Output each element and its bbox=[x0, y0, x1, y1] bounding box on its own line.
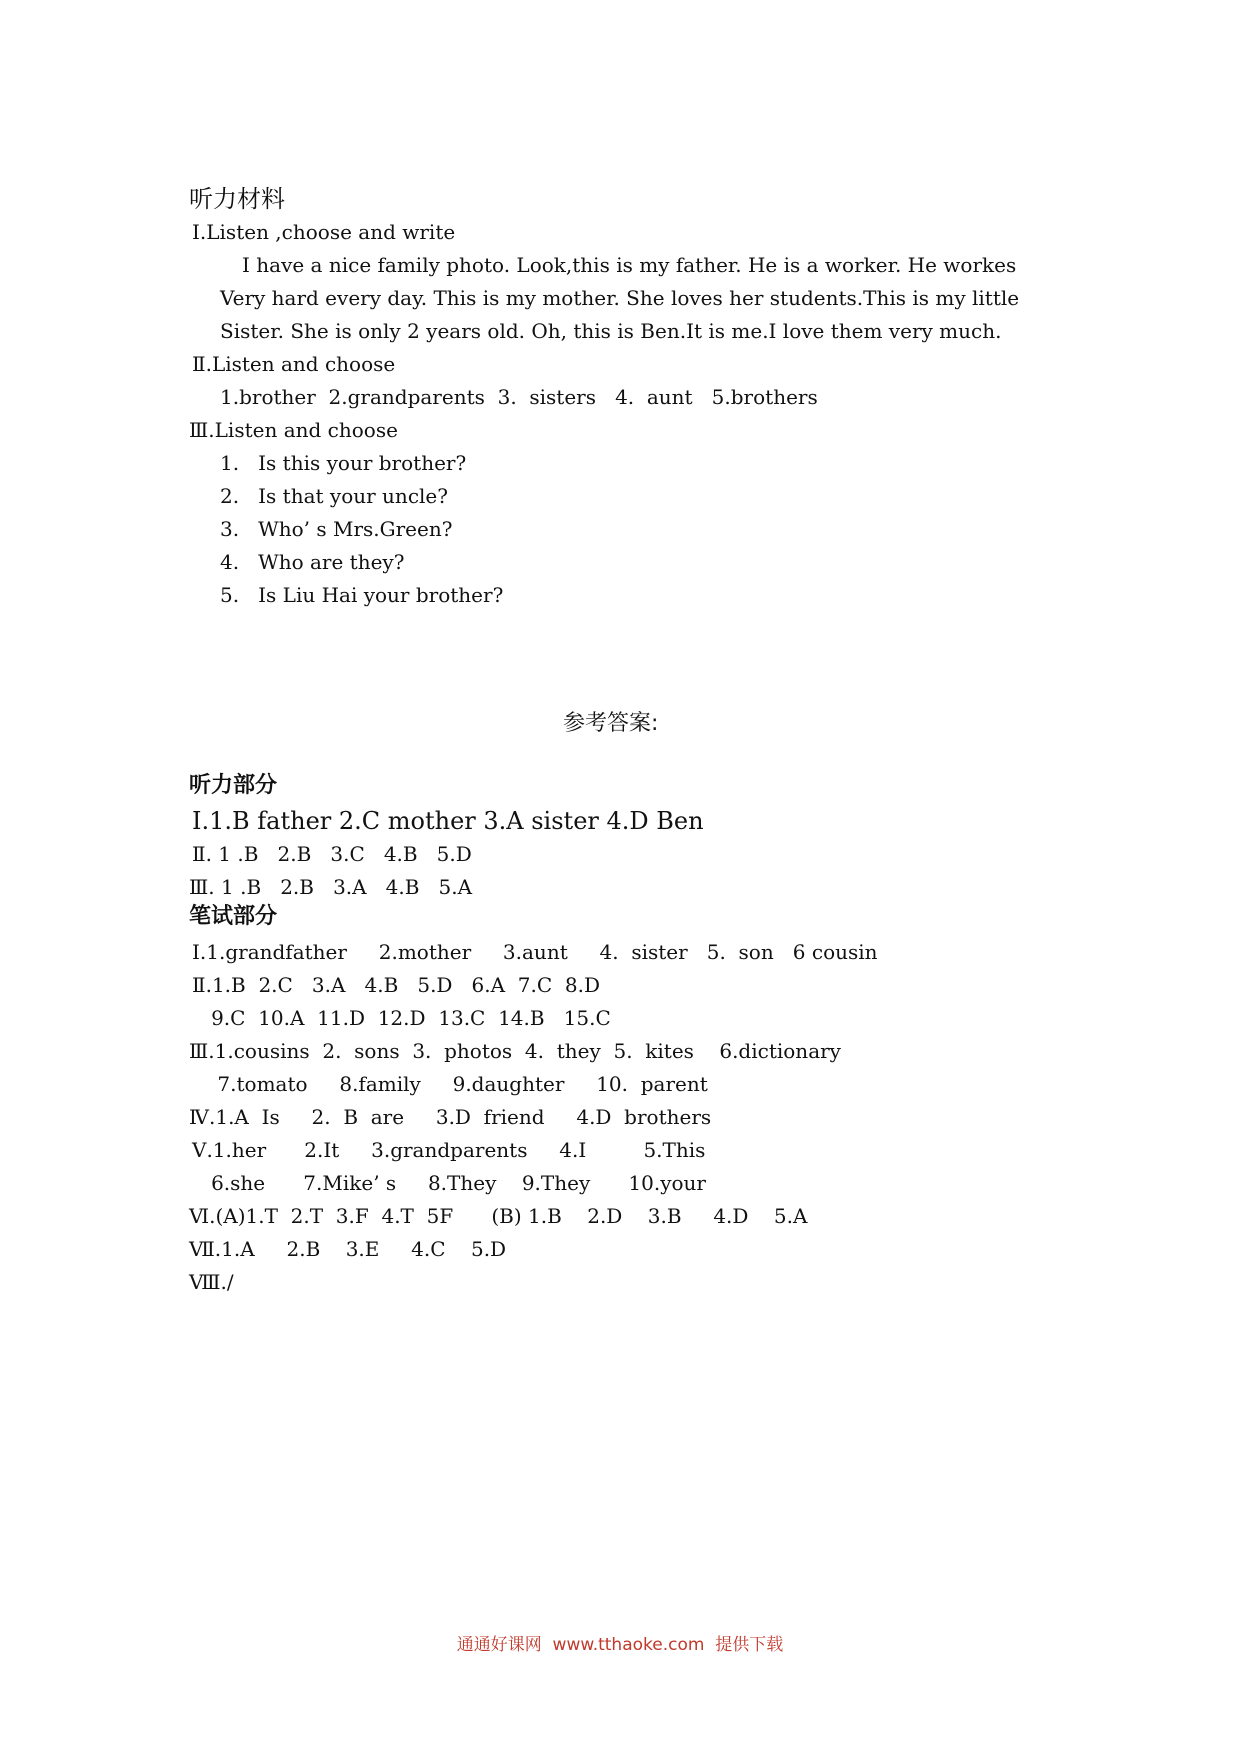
written-answer-5: Ⅴ.1.her 2.It 3.grandparents 4.I 5.This bbox=[192, 1138, 706, 1162]
part1-line-2: Very hard every day. This is my mother. She loves her students.This is my little bbox=[220, 286, 1020, 310]
part3-item-1: 1. Is this your brother? bbox=[220, 451, 467, 475]
part2-title: Ⅱ.Listen and choose bbox=[192, 352, 396, 376]
written-answer-5b: 6.she 7.Mike’ s 8.They 9.They 10.your bbox=[192, 1171, 706, 1195]
listening-answer-3: Ⅲ. 1 .B 2.B 3.A 4.B 5.A bbox=[189, 875, 473, 899]
written-answer-6: Ⅵ.(A)1.T 2.T 3.F 4.T 5F (B) 1.B 2.D 3.B 4.D 5.A bbox=[189, 1204, 808, 1228]
written-answer-3b: 7.tomato 8.family 9.daughter 10. parent bbox=[192, 1072, 708, 1096]
listening-material-heading: 听力材料 bbox=[189, 185, 285, 213]
part3-item-4: 4. Who are they? bbox=[220, 550, 405, 574]
part1-title: Ⅰ.Listen ,choose and write bbox=[192, 220, 456, 244]
part1-line-1: I have a nice family photo. Look,this is my father. He is a worker. He workes bbox=[242, 253, 1017, 277]
part2-words: 1.brother 2.grandparents 3. sisters 4. aunt 5.brothers bbox=[220, 385, 818, 409]
written-answer-3: Ⅲ.1.cousins 2. sons 3. photos 4. they 5. kites 6.dictionary bbox=[189, 1039, 841, 1063]
listening-answers-heading: 听力部分 bbox=[189, 773, 278, 798]
written-answer-2: Ⅱ.1.B 2.C 3.A 4.B 5.D 6.A 7.C 8.D bbox=[192, 973, 600, 997]
footer-download-notice: 通通好课网 www.tthaoke.com 提供下载 bbox=[456, 1635, 784, 1655]
part3-item-5: 5. Is Liu Hai your brother? bbox=[220, 583, 504, 607]
written-answer-1: Ⅰ.1.grandfather 2.mother 3.aunt 4. sister 5. son 6 cousin bbox=[192, 940, 878, 964]
part3-title: Ⅲ.Listen and choose bbox=[189, 418, 398, 442]
written-answer-7: Ⅶ.1.A 2.B 3.E 4.C 5.D bbox=[189, 1237, 507, 1261]
answers-heading: 参考答案: bbox=[563, 711, 659, 736]
written-answer-4: Ⅳ.1.A Is 2. B are 3.D friend 4.D brothers bbox=[189, 1105, 712, 1129]
part3-item-3: 3. Who’ s Mrs.Green? bbox=[220, 517, 453, 541]
written-answer-2b: 9.C 10.A 11.D 12.D 13.C 14.B 15.C bbox=[192, 1006, 611, 1030]
part3-item-2: 2. Is that your uncle? bbox=[220, 484, 448, 508]
written-answers-heading: 笔试部分 bbox=[189, 904, 278, 929]
written-answer-8: Ⅷ./ bbox=[189, 1270, 234, 1294]
part1-line-3: Sister. She is only 2 years old. Oh, this is Ben.It is me.I love them very much. bbox=[220, 319, 1002, 343]
listening-answer-1: Ⅰ.1.B father 2.C mother 3.A sister 4.D Ben bbox=[192, 807, 704, 835]
listening-answer-2: Ⅱ. 1 .B 2.B 3.C 4.B 5.D bbox=[192, 842, 472, 866]
